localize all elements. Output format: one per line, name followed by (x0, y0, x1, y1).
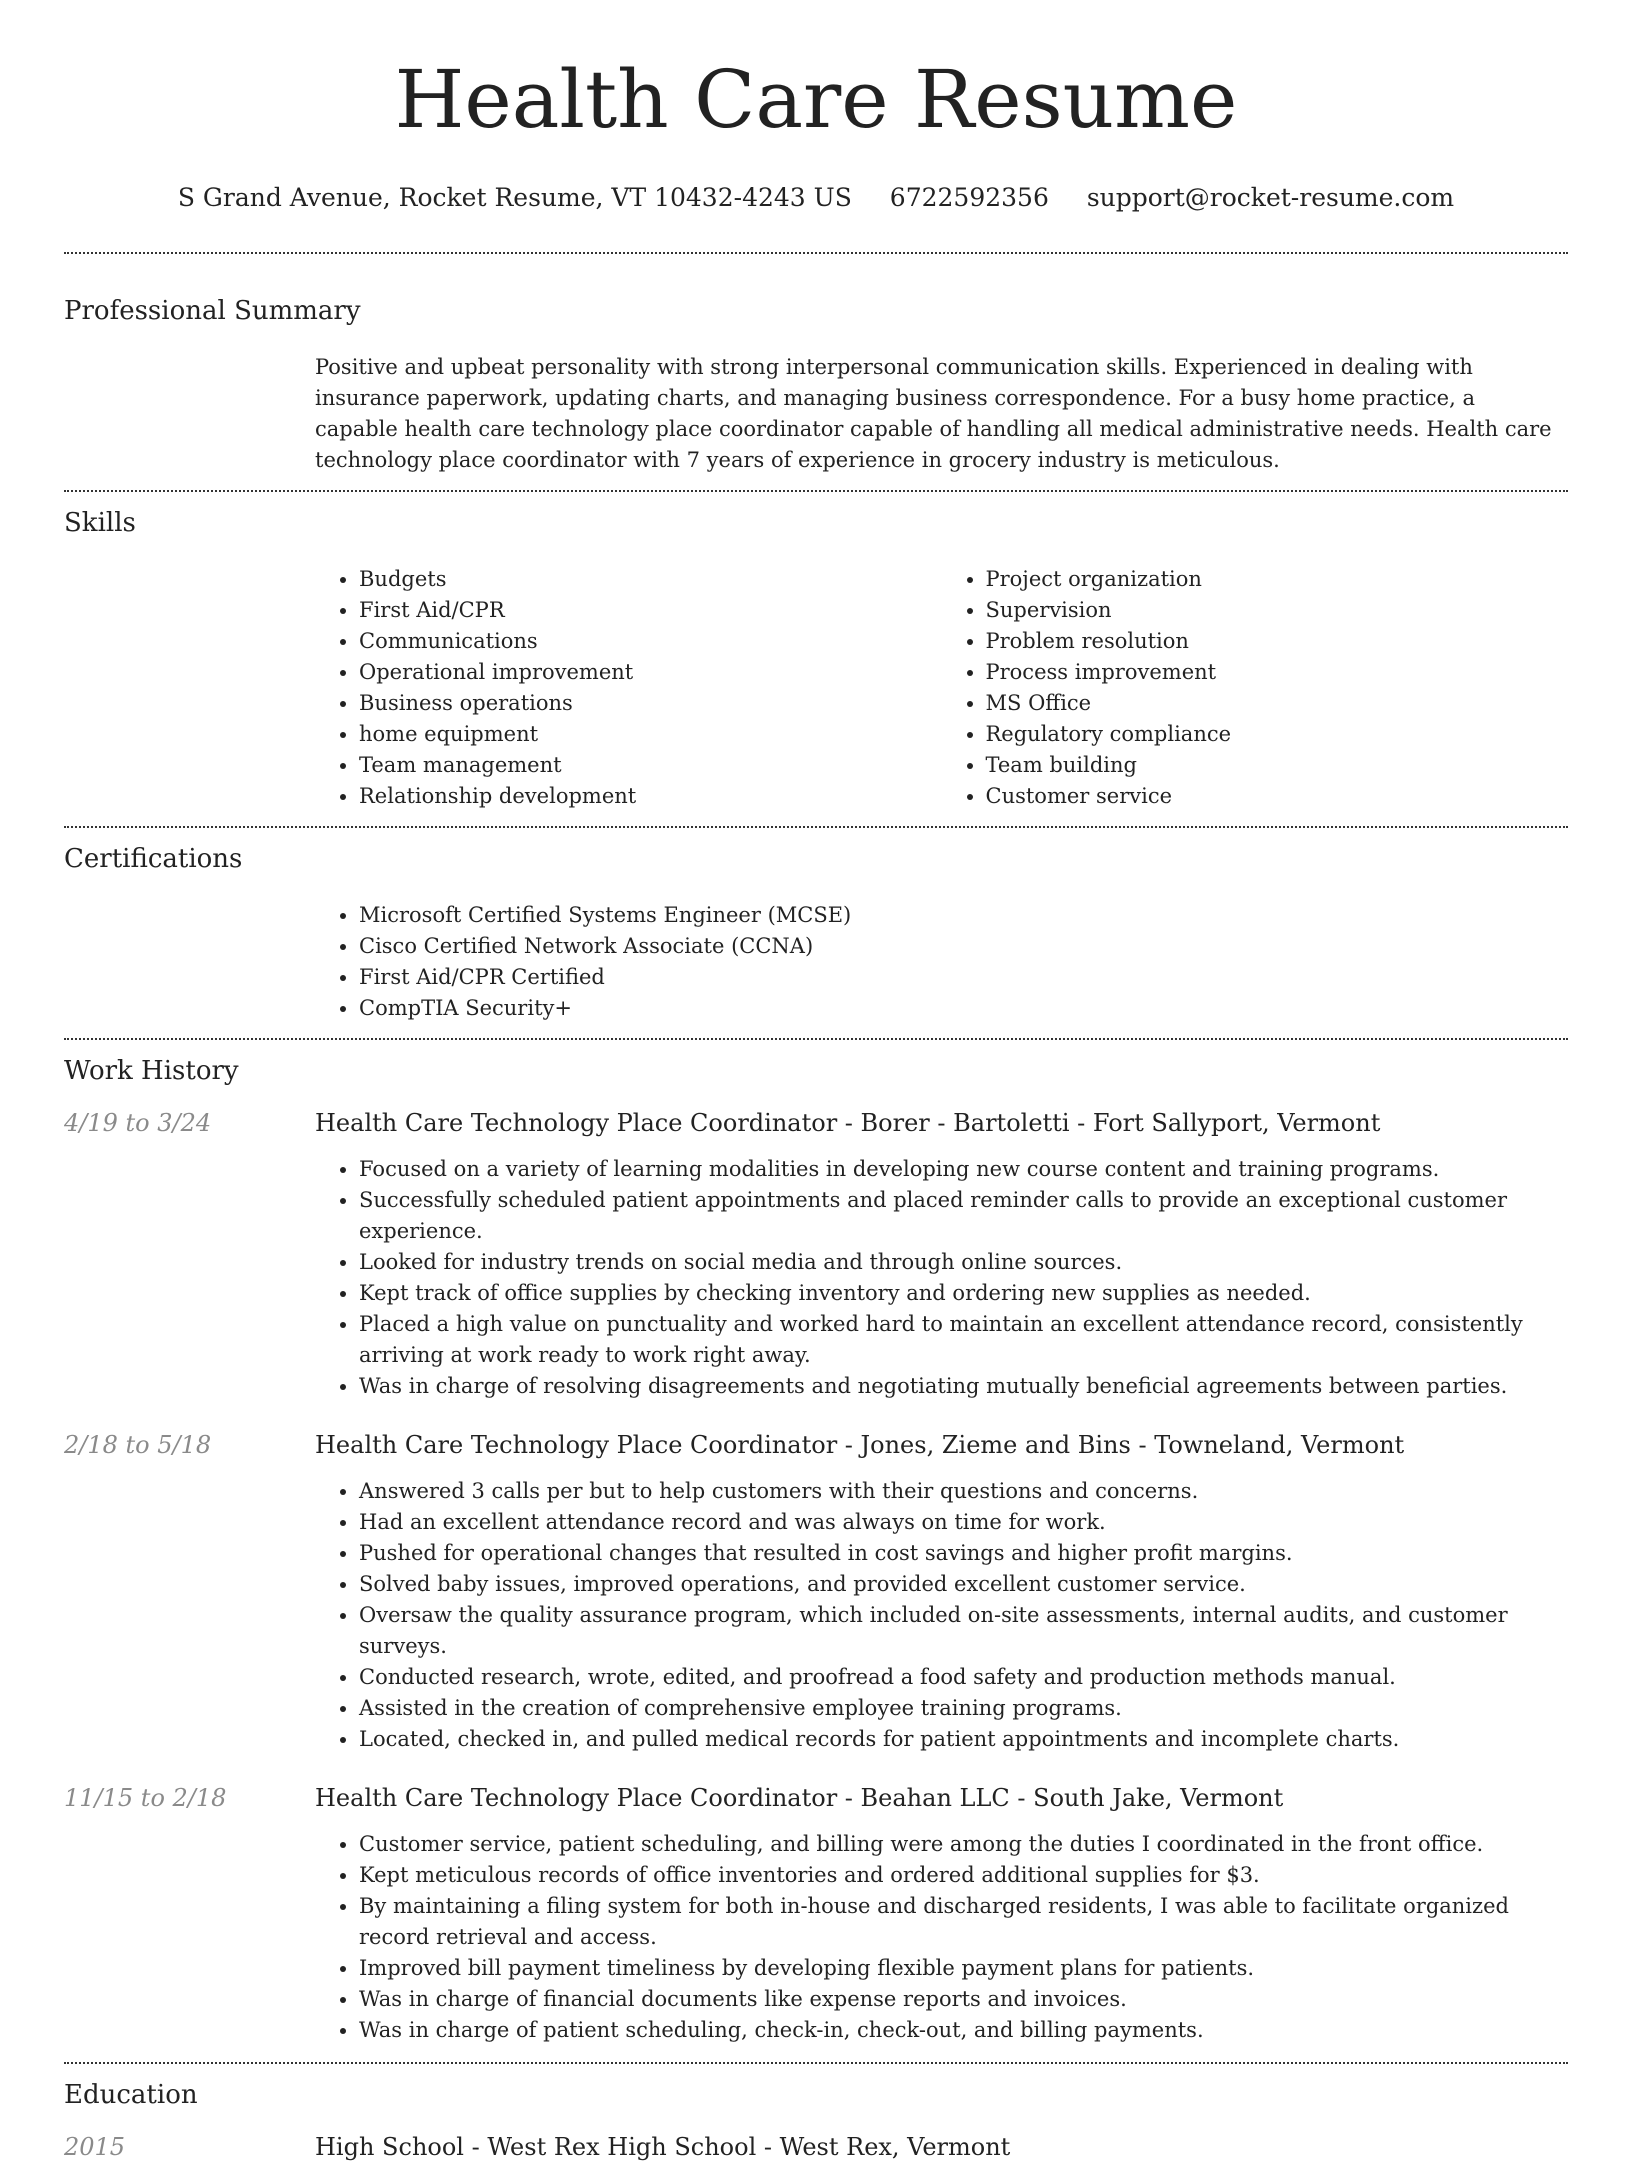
job-duty: • Pushed for operational changes that resulted in cost savings and higher profit margins. (359, 1538, 1568, 1569)
skills-left-list (315, 564, 942, 812)
job-title: Health Care Technology Place Coordinator - Borer - Bartoletti - Fort Sallyport, Vermont (315, 1109, 1381, 1137)
job-duty: • By maintaining a filing system for both in-house and discharged residents, I was able to facilitate organized record retrieval and access. (359, 1891, 1568, 1953)
skill-item: • Regulatory compliance (986, 719, 1569, 750)
resume-name: Health Care Resume (394, 53, 1238, 146)
job-duty: • Successfully scheduled patient appointments and placed reminder calls to provide an exceptional customer experience. (359, 1185, 1568, 1247)
education-header (64, 2130, 1568, 2164)
skills-title: Skills (64, 508, 136, 538)
spacer (64, 2046, 1568, 2062)
job-title: Health Care Technology Place Coordinator - Beahan LLC - South Jake, Vermont (315, 1784, 1284, 1812)
education-title: Education (64, 2080, 198, 2110)
job-duty: • Kept meticulous records of office inventories and ordered additional supplies for $3. (359, 1860, 1568, 1891)
education-date: 2015 (64, 2133, 126, 2161)
job-duty: • Oversaw the quality assurance program, which included on-site assessments, internal audits, and customer surveys. (359, 1600, 1568, 1662)
skills-section (64, 492, 1568, 812)
job-duty: • Looked for industry trends on social media and through online sources. (359, 1247, 1568, 1278)
skill-item: • Process improvement (986, 657, 1569, 688)
job-duties-list (315, 1829, 1568, 2046)
job-duty: • Assisted in the creation of comprehensive employee training programs. (359, 1693, 1568, 1724)
contact-phone: 6722592356 (889, 183, 1049, 212)
education-entry (64, 2130, 1568, 2164)
education-title-line: High School - West Rex High School - West Rex, Vermont (315, 2133, 1011, 2161)
job-duties-list (315, 1476, 1568, 1755)
job-date: 4/19 to 3/24 (64, 1109, 212, 1137)
certifications-list-wrap (315, 900, 1568, 1024)
job-duty: • Placed a high value on punctuality and worked hard to maintain an excellent attendance record, consistently arriving at work ready to work right away. (359, 1309, 1568, 1371)
skill-item: • Budgets (359, 564, 942, 595)
job-header (64, 1781, 1568, 1815)
job-duty: • Kept track of office supplies by checking inventory and ordering new supplies as needed. (359, 1278, 1568, 1309)
skill-item: • MS Office (986, 688, 1569, 719)
contact-address: S Grand Avenue, Rocket Resume, VT 10432-4243 US (177, 183, 852, 212)
skills-grid (315, 564, 1568, 812)
summary-section (64, 254, 1568, 476)
job-entry (64, 1428, 1568, 1755)
job-entry (64, 1781, 1568, 2046)
skill-item: • Operational improvement (359, 657, 942, 688)
job-duty: • Conducted research, wrote, edited, and proofread a food safety and production methods manual. (359, 1662, 1568, 1693)
certifications-list (315, 900, 1568, 1024)
certifications-title: Certifications (64, 844, 243, 874)
contact-email: support@rocket-resume.com (1086, 183, 1455, 212)
summary-title: Professional Summary (64, 296, 361, 326)
certification-item: • First Aid/CPR Certified (359, 962, 1568, 993)
skill-item: • home equipment (359, 719, 942, 750)
skill-item: • Relationship development (359, 781, 942, 812)
job-header (64, 1428, 1568, 1462)
skill-item: • Supervision (986, 595, 1569, 626)
skill-item: • Business operations (359, 688, 942, 719)
skill-item: • Team building (986, 750, 1569, 781)
job-duties-list (315, 1154, 1568, 1402)
job-duty: • Focused on a variety of learning modalities in developing new course content and training programs. (359, 1154, 1568, 1185)
skill-item: • Customer service (986, 781, 1569, 812)
contact-line (64, 182, 1568, 214)
job-duty: • Located, checked in, and pulled medical records for patient appointments and incomplete charts. (359, 1724, 1568, 1755)
skill-item: • Problem resolution (986, 626, 1569, 657)
job-date: 11/15 to 2/18 (64, 1784, 227, 1812)
job-duty: • Answered 3 calls per but to help customers with their questions and concerns. (359, 1476, 1568, 1507)
summary-text: Positive and upbeat personality with strong interpersonal communication skills. Experienced in dealing with insurance paperwork, updating charts, and managing business correspondence. For a busy home practice, a capable health care technology place coordinator capable of handling all medical administrative needs. Health care technology place coordinator with 7 years of experience in grocery industry is meticulous. (315, 355, 1552, 472)
skill-item: • First Aid/CPR (359, 595, 942, 626)
education-section (64, 2064, 1568, 2164)
job-title: Health Care Technology Place Coordinator - Jones, Zieme and Bins - Towneland, Vermont (315, 1431, 1405, 1459)
certifications-section (64, 828, 1568, 1024)
job-date: 2/18 to 5/18 (64, 1431, 212, 1459)
work-history-title: Work History (64, 1056, 239, 1086)
job-duty: • Solved baby issues, improved operations, and provided excellent customer service. (359, 1569, 1568, 1600)
job-header (64, 1106, 1568, 1140)
job-duty: • Was in charge of resolving disagreements and negotiating mutually beneficial agreements between parties. (359, 1371, 1568, 1402)
job-duty: • Had an excellent attendance record and was always on time for work. (359, 1507, 1568, 1538)
certification-item: • Cisco Certified Network Associate (CCNA) (359, 931, 1568, 962)
job-duty: • Customer service, patient scheduling, and billing were among the duties I coordinated in the front office. (359, 1829, 1568, 1860)
work-history-section (64, 1040, 1568, 2062)
certification-item: • Microsoft Certified Systems Engineer (MCSE) (359, 900, 1568, 931)
job-entry (64, 1106, 1568, 1402)
skill-item: • Communications (359, 626, 942, 657)
skill-item: • Project organization (986, 564, 1569, 595)
job-duty: • Was in charge of patient scheduling, check-in, check-out, and billing payments. (359, 2015, 1568, 2046)
certification-item: • CompTIA Security+ (359, 993, 1568, 1024)
job-duty: • Was in charge of financial documents like expense reports and invoices. (359, 1984, 1568, 2015)
job-duty: • Improved bill payment timeliness by developing flexible payment plans for patients. (359, 1953, 1568, 1984)
skill-item: • Team management (359, 750, 942, 781)
skills-right-list (942, 564, 1569, 812)
